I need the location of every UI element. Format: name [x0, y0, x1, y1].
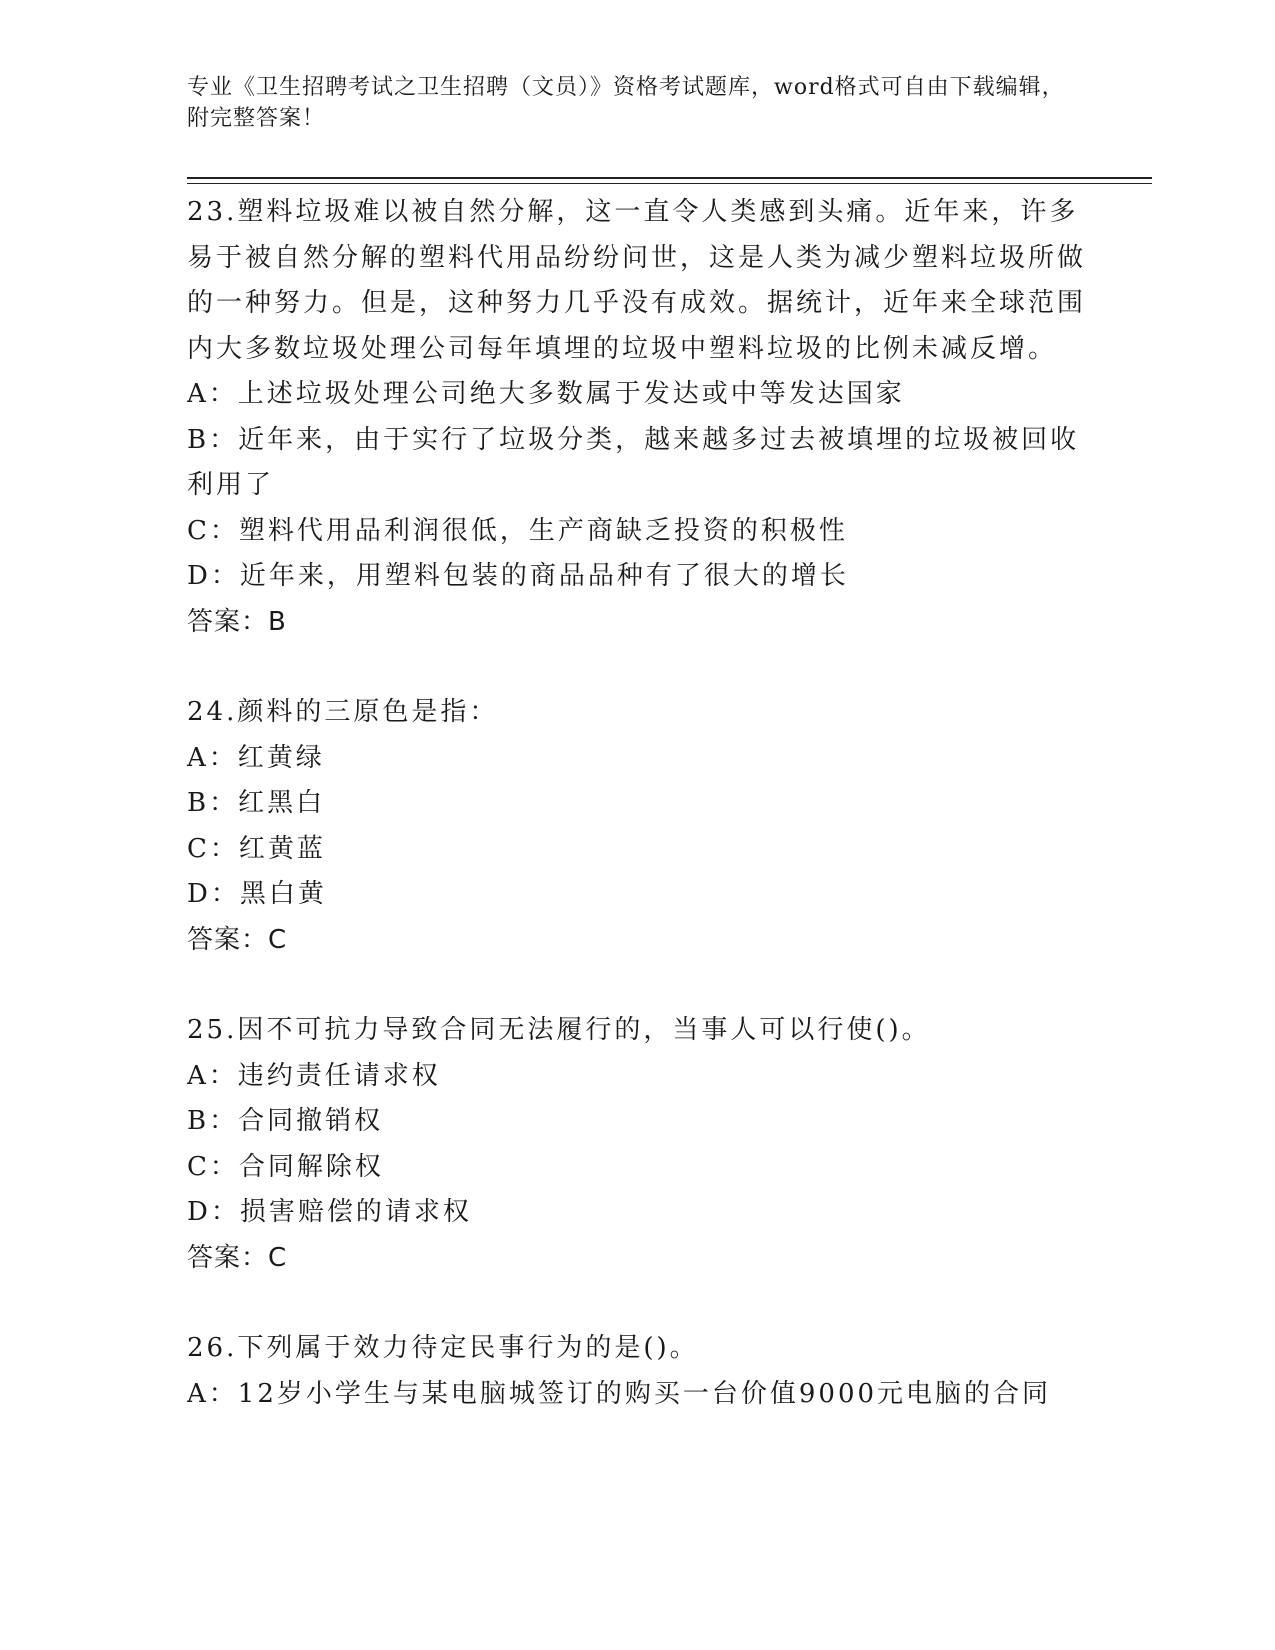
question-26	[187, 1326, 1087, 1417]
header-divider-thick	[187, 177, 1152, 179]
question-23	[187, 190, 1087, 645]
question-stem: 25.因不可抗力导致合同无法履行的，当事人可以行使()。	[187, 1015, 931, 1045]
question-spacer	[187, 1281, 1087, 1326]
question-list	[187, 190, 1087, 1417]
answer: 答案：B	[187, 606, 287, 637]
question-25	[187, 1008, 1087, 1281]
question-stem: 24.颜料的三原色是指：	[187, 697, 499, 727]
answer: 答案：C	[187, 1242, 288, 1273]
header-divider-thin	[187, 183, 1152, 184]
option-d: D：损害赔偿的请求权	[187, 1197, 472, 1227]
option-c: C：红黄蓝	[187, 833, 326, 864]
question-stem: 26.下列属于效力待定民事行为的是()。	[187, 1333, 699, 1363]
option-b: B：近年来，由于实行了垃圾分类，越来越多过去被填埋的垃圾被回收利用了	[187, 424, 1080, 500]
question-stem: 23.塑料垃圾难以被自然分解，这一直令人类感到头痛。近年来，许多易于被自然分解的塑料代用品纷纷问世，这是人类为减少塑料垃圾所做的一种努力。但是，这种努力几乎没有成效。据统计，近年来全球范围内大多数垃圾处理公司每年填埋的垃圾中塑料垃圾的比例未减反增。	[187, 197, 1087, 364]
document-header: 专业《卫生招聘考试之卫生招聘（文员）》资格考试题库，word格式可自由下载编辑，附完整答案！	[187, 75, 1065, 131]
question-spacer	[187, 963, 1087, 1008]
option-a: A：12岁小学生与某电脑城签订的购买一台价值9000元电脑的合同	[187, 1378, 1052, 1409]
question-24	[187, 690, 1087, 963]
option-a: A：违约责任请求权	[187, 1060, 441, 1091]
question-spacer	[187, 645, 1087, 690]
option-d: D：近年来，用塑料包装的商品品种有了很大的增长	[187, 561, 849, 591]
option-a: A：上述垃圾处理公司绝大多数属于发达或中等发达国家	[187, 379, 905, 409]
answer: 答案：C	[187, 924, 288, 955]
option-a: A：红黄绿	[187, 742, 325, 773]
option-c: C：塑料代用品利润很低，生产商缺乏投资的积极性	[187, 515, 848, 546]
option-b: B：合同撤销权	[187, 1106, 384, 1136]
option-c: C：合同解除权	[187, 1151, 384, 1182]
option-d: D：黑白黄	[187, 879, 327, 909]
option-b: B：红黑白	[187, 788, 326, 818]
